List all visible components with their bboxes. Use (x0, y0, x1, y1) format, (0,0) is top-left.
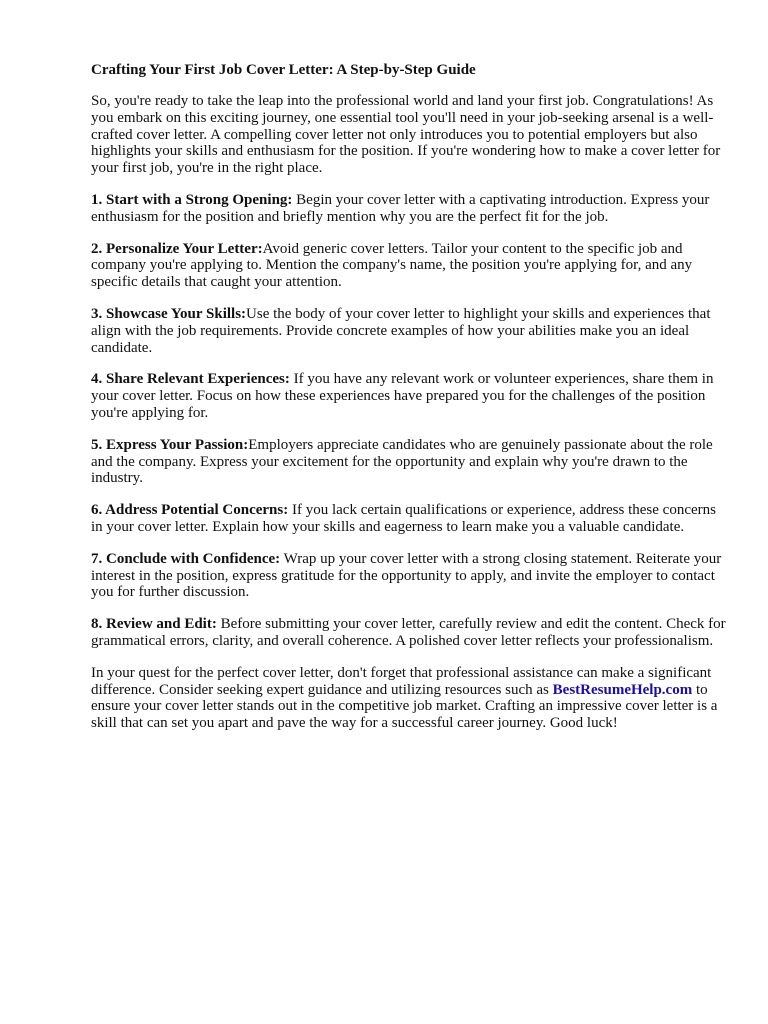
bestresumehelp-link[interactable]: BestResumeHelp.com (552, 681, 693, 698)
step-8-paragraph (91, 616, 731, 650)
step-3-paragraph (91, 306, 731, 356)
step-3-body: Use the body of your cover letter to highlight your skills and experiences that align with the job requirements. Provide concrete examples of how your abilities make you an ideal candidate. (91, 305, 711, 356)
step-4-body: If you have any relevant work or volunteer experiences, share them in your cover letter. Focus on how these experiences have prepared you for the challenges of the position you're applying for. (91, 371, 714, 421)
step-1-body: Begin your cover letter with a captivating introduction. Express your enthusiasm for the position and briefly mention why you are the perfect fit for the job. (91, 191, 710, 225)
step-2-paragraph (91, 241, 731, 291)
document-title: Crafting Your First Job Cover Letter: A Step-by-Step Guide (91, 62, 476, 78)
step-1-heading: 1. Start with a Strong Opening: (91, 191, 293, 208)
step-5-body: Employers appreciate candidates who are genuinely passionate about the role and the company. Express your excitement for the opportunity and explain why you're drawn to the industry. (91, 436, 713, 487)
step-2-body: Avoid generic cover letters. Tailor your content to the specific job and company you're applying to. Mention the company's name, the position you're applying for, and any specific details that caught your attention. (91, 240, 693, 291)
step-6-paragraph (91, 502, 731, 536)
step-4-heading: 4. Share Relevant Experiences: (91, 371, 290, 388)
step-4-paragraph (91, 371, 731, 421)
step-5-paragraph (91, 437, 731, 487)
step-3-heading: 3. Showcase Your Skills: (91, 305, 247, 322)
closing-text-after-link: to ensure your cover letter stands out in the competitive job market. Crafting an impressive cover letter is a skill that can set you apart and pave the way for a successful career journey. Good luck! (91, 681, 718, 732)
step-8-body: Before submitting your cover letter, carefully review and edit the content. Check for grammatical errors, clarity, and overall coherence. A polished cover letter reflects your professionalism. (91, 616, 726, 649)
step-8-heading: 8. Review and Edit: (91, 616, 217, 633)
closing-text-before-link: In your quest for the perfect cover letter, don't forget that professional assistance can make a significant difference. Consider seeking expert guidance and utilizing resources such as (91, 664, 712, 698)
step-5-heading: 5. Express Your Passion: (91, 436, 249, 453)
closing-paragraph (91, 665, 731, 732)
step-6-body: If you lack certain qualifications or experience, address these concerns in your cover letter. Explain how your skills and eagerness to learn make you a valuable candidate. (91, 502, 716, 535)
step-2-heading: 2. Personalize Your Letter: (91, 240, 263, 257)
step-1-paragraph (91, 192, 731, 226)
step-7-body: Wrap up your cover letter with a strong closing statement. Reiterate your interest in the position, express gratitude for the opportunity to apply, and invite the employer to contact you for further discussion. (91, 550, 722, 601)
step-7-paragraph (91, 551, 731, 601)
step-6-heading: 6. Address Potential Concerns: (91, 502, 289, 519)
document-page (91, 60, 731, 747)
intro-paragraph: So, you're ready to take the leap into the professional world and land your first job. Congratulations! As you embark on this exciting journey, one essential tool you'll need in your job-seeking arsenal is a well-crafted cover letter. A compelling cover letter not only introduces you to potential employers but also highlights your skills and enthusiasm for the position. If you're wondering how to make a cover letter for your first job, you're in the right place. (91, 93, 721, 177)
step-7-heading: 7. Conclude with Confidence: (91, 550, 281, 567)
